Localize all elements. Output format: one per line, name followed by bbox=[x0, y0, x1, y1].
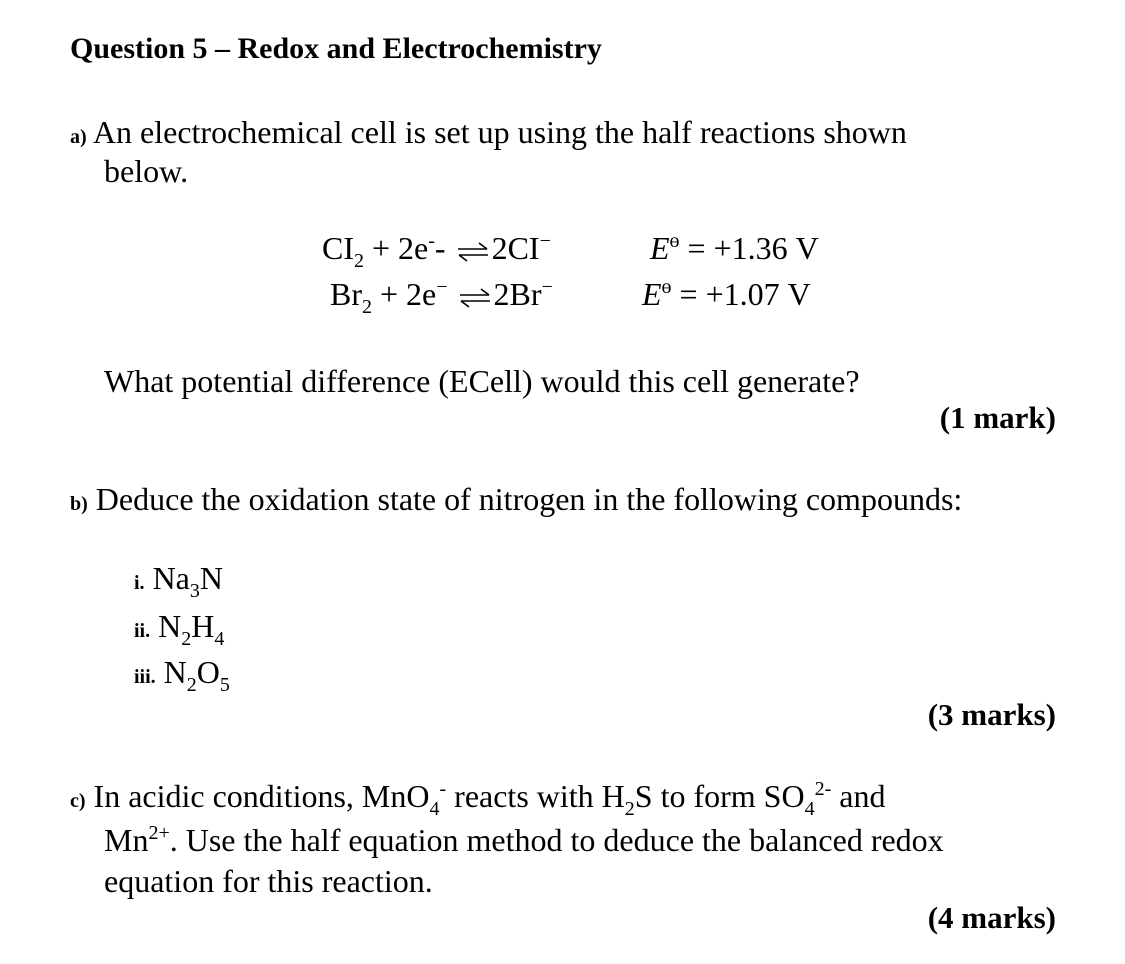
part-c-line2 bbox=[104, 821, 944, 859]
formula-subscript: 2 bbox=[181, 628, 192, 650]
formula-subscript: 3 bbox=[189, 580, 200, 602]
eq2-standard-symbol: ө bbox=[661, 276, 672, 298]
formula-subscript: 4 bbox=[214, 628, 225, 650]
formula-part: N bbox=[199, 560, 223, 596]
eq2-product: 2Br bbox=[493, 276, 542, 312]
formula-part: O bbox=[196, 654, 220, 690]
eq1-dash: - bbox=[434, 230, 454, 266]
part-c-text: reacts with H bbox=[446, 778, 625, 814]
eq1-product: 2CI bbox=[491, 230, 540, 266]
eq1-standard-symbol: ө bbox=[669, 230, 680, 252]
eq2-potential-symbol: E bbox=[642, 276, 662, 312]
compound-item-label: ii. bbox=[134, 620, 151, 642]
eq1-reactant: CI bbox=[322, 230, 354, 266]
eq1-reactant-subscript: 2 bbox=[354, 250, 364, 272]
part-c-text: In acidic conditions, MnO bbox=[93, 778, 430, 814]
compound-item-label: iii. bbox=[134, 666, 156, 688]
part-b-label: b) bbox=[70, 493, 88, 515]
formula-part: N bbox=[158, 608, 182, 644]
part-b-marks: (3 marks) bbox=[927, 697, 1056, 732]
part-a-marks: (1 mark) bbox=[939, 400, 1056, 435]
potential-chlorine bbox=[650, 230, 819, 267]
part-b-question: Deduce the oxidation state of nitrogen in the following compounds: bbox=[95, 481, 963, 517]
eq1-product-charge: − bbox=[539, 230, 551, 252]
eq1-electrons: + 2e bbox=[364, 230, 429, 266]
compound-item bbox=[134, 560, 223, 602]
part-c-text: S to form SO bbox=[634, 778, 805, 814]
part-a-question: What potential difference (ECell) would this cell generate? bbox=[104, 363, 860, 399]
eq2-reactant-subscript: 2 bbox=[362, 296, 372, 318]
compound-item bbox=[134, 608, 225, 650]
part-c-subscript: 4 bbox=[429, 798, 440, 820]
part-c-text: . Use the half equation method to deduce the balanced redox bbox=[169, 822, 944, 858]
eq2-product-charge: − bbox=[541, 276, 553, 298]
part-c-line1 bbox=[70, 777, 885, 820]
part-c-marks: (4 marks) bbox=[927, 900, 1056, 935]
part-c-text: and bbox=[831, 778, 886, 814]
potential-bromine bbox=[642, 276, 811, 313]
eq1-potential-symbol: E bbox=[650, 230, 670, 266]
half-equation-chlorine bbox=[322, 230, 551, 272]
eq1-electron-charge: - bbox=[428, 230, 435, 252]
compound-item bbox=[134, 654, 230, 696]
formula-subscript: 5 bbox=[219, 674, 230, 696]
formula-part: H bbox=[191, 608, 215, 644]
part-b-line bbox=[70, 480, 962, 523]
eq2-potential-value: = +1.07 V bbox=[671, 276, 811, 312]
part-c-label: c) bbox=[70, 790, 86, 812]
part-a-label: a) bbox=[70, 126, 87, 148]
half-equation-bromine bbox=[330, 276, 553, 318]
part-c-superscript: 2+ bbox=[148, 822, 170, 844]
formula-part: N bbox=[163, 654, 187, 690]
part-c-subscript: 4 bbox=[804, 798, 815, 820]
equilibrium-arrow-icon bbox=[456, 242, 490, 262]
part-a-text-line1: An electrochemical cell is set up using the half reactions shown bbox=[92, 114, 907, 150]
compound-item-label: i. bbox=[134, 572, 145, 594]
part-a-line1 bbox=[70, 113, 907, 156]
part-a-text-line2: below. bbox=[104, 153, 189, 189]
eq2-electrons: + 2e bbox=[372, 276, 437, 312]
part-c-superscript: 2- bbox=[814, 778, 832, 800]
eq2-electron-charge: − bbox=[436, 276, 448, 298]
part-c-superscript: - bbox=[439, 778, 447, 800]
question-title: Question 5 – Redox and Electrochemistry bbox=[70, 32, 602, 65]
part-c-subscript: 2 bbox=[624, 798, 635, 820]
equilibrium-arrow-icon bbox=[458, 288, 492, 308]
formula-subscript: 2 bbox=[186, 674, 197, 696]
part-c-text: Mn bbox=[104, 822, 149, 858]
formula-part: Na bbox=[152, 560, 190, 596]
part-c-line3: equation for this reaction. bbox=[104, 863, 433, 899]
eq1-potential-value: = +1.36 V bbox=[679, 230, 819, 266]
eq2-reactant: Br bbox=[330, 276, 362, 312]
